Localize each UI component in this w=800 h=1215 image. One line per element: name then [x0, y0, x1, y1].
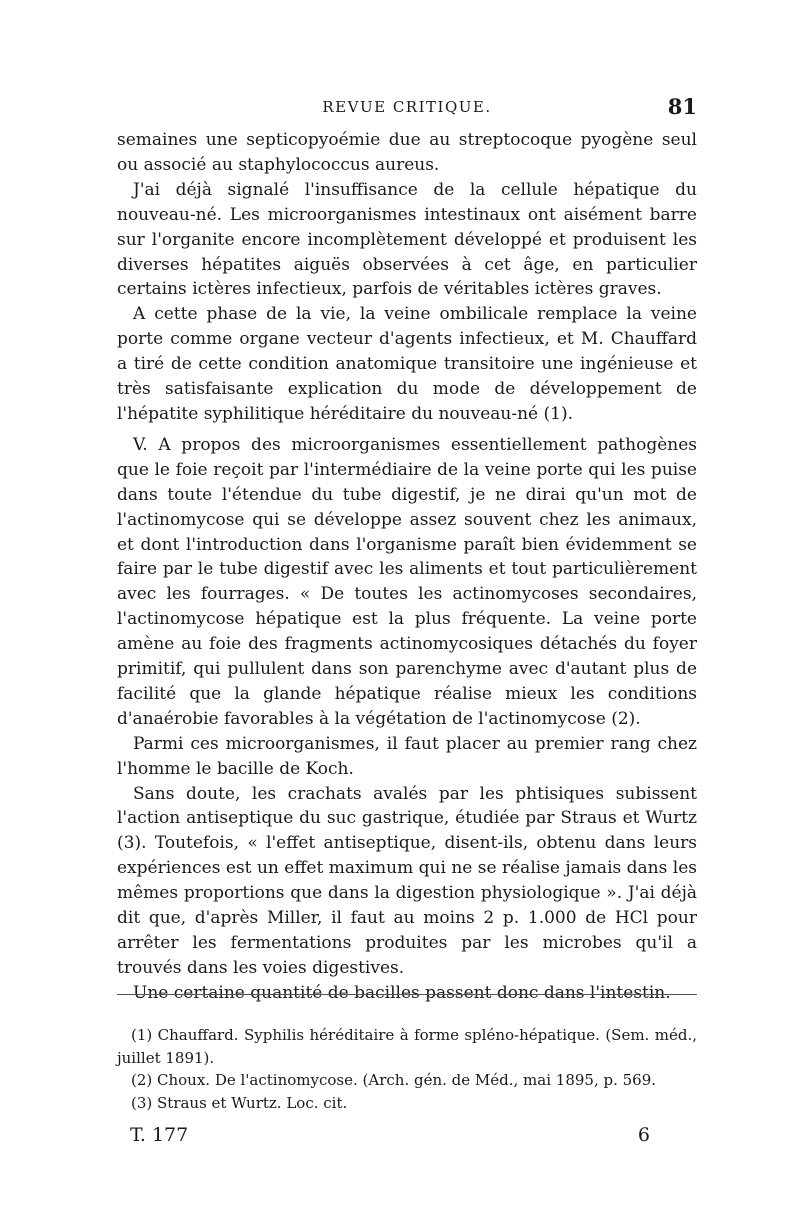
- footnotes: [117, 1024, 697, 1114]
- footnote-2: (2) Choux. De l'actinomycose. (Arch. gén. de Méd., mai 1895, p. 569.: [131, 1071, 657, 1089]
- signature-mark-left: T. 177: [130, 1124, 189, 1146]
- footnote-1: (1) Chauffard. Syphilis héréditaire à forme spléno-hépatique. (Sem. méd., juillet 1891).: [117, 1026, 697, 1067]
- paragraph-7: Une certaine quantité de bacilles passent donc dans l'intestin.: [133, 982, 671, 1003]
- paragraph-2: J'ai déjà signalé l'insuffisance de la cellule hépatique du nouveau-né. Les microorganismes intestinaux ont aisément barre sur l'organite encore incomplètement développé et produisent les diverses hépatites aiguës observées à cet âge, en particulier certains ictères infectieux, parfois de véritables ictères graves.: [117, 179, 697, 300]
- paragraph-1: semaines une septicopyoémie due au streptocoque pyogène seul ou associé au staphylococcus aureus.: [117, 130, 697, 175]
- footnote-divider: [117, 994, 697, 995]
- paragraph-5: Parmi ces microorganismes, il faut placer au premier rang chez l'homme le bacille de Koch.: [117, 733, 697, 779]
- page-footer: [130, 1124, 650, 1152]
- paragraph-3: A cette phase de la vie, la veine ombilicale remplace la veine porte comme organe vecteur d'agents infectieux, et M. Chauffard a tiré de cette condition anatomique transitoire une ingénieuse et très satisfaisante explication du mode de développement de l'hépatite syphilitique héréditaire du nouveau-né (1).: [117, 304, 697, 424]
- page-number: 81: [667, 94, 697, 119]
- paragraph-6: Sans doute, les crachats avalés par les phtisiques subissent l'action antiseptique du suc gastrique, étudiée par Straus et Wurtz (3). Toutefois, « l'effet antiseptique, disent-ils, obtenu dans leurs expériences est un effet maximum qui ne se réalise jamais dans les mêmes proportions que dans la digestion physiologique ». J'ai déjà dit que, d'après Miller, il faut au moins 2 p. 1.000 de HCl pour arrêter les fermentations produites par les microbes qu'il a trouvés dans les voies digestives.: [117, 783, 697, 978]
- signature-mark-right: 6: [637, 1124, 650, 1146]
- page-header: [117, 94, 697, 122]
- body-text: [117, 128, 697, 1006]
- paragraph-4: V. A propos des microorganismes essentiellement pathogènes que le foie reçoit par l'intermédiaire de la veine porte qui les puise dans toute l'étendue du tube digestif, je ne dirai qu'un mot de l'actinomycose qui se développe assez souvent chez les animaux, et dont l'introduction dans l'organisme paraît bien évidemment se faire par le tube digestif avec les aliments et tout particulièrement avec les fourrages. « De toutes les actinomycoses secondaires, l'actinomycose hépatique est la plus fréquente. La veine porte amène au foie des fragments actinomycosiques détachés du foyer primitif, qui pullulent dans son parenchyme avec d'autant plus de facilité que la glande hépatique réalise mieux les conditions d'anaérobie favorables à la végétation de l'actinomycose (2).: [117, 434, 697, 729]
- running-title: REVUE CRITIQUE.: [322, 98, 492, 116]
- footnote-3: (3) Straus et Wurtz. Loc. cit.: [131, 1093, 348, 1112]
